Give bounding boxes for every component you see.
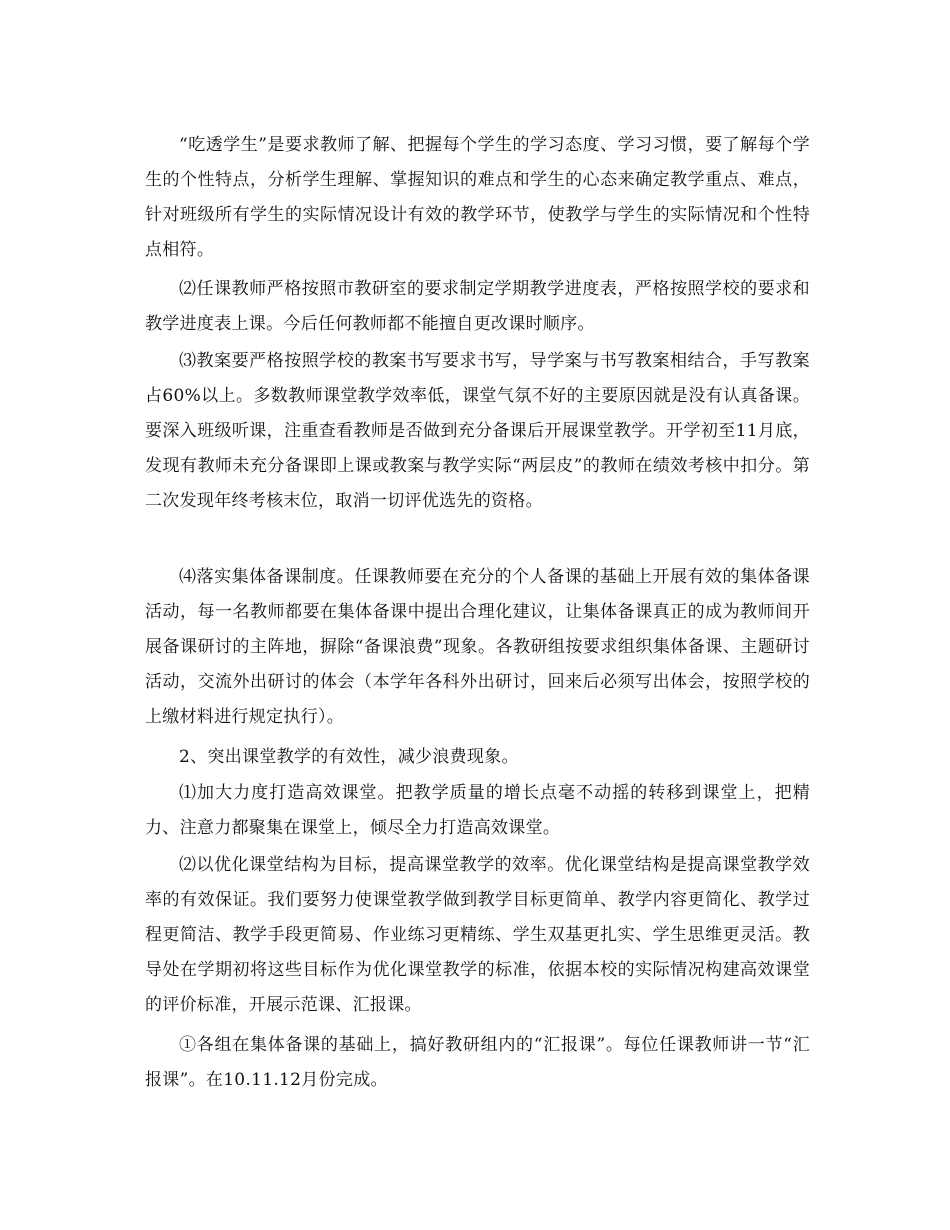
section-heading-classroom-effectiveness: 2、突出课堂教学的有效性，减少浪费现象。 <box>179 747 519 767</box>
paragraph-report-lessons: ①各组在集体备课的基础上，搞好教研组内的“汇报课”。每位任课教师讲一节“汇报课”。在10.11.12月份完成。 <box>145 1035 810 1090</box>
paragraph-lesson-plans: ⑶教案要严格按照学校的教案书写要求书写，导学案与书写教案相结合，手写教案占60%以上。多数教师课堂教学效率低，课堂气氛不好的主要原因就是没有认真备课。要深入班级听课，注重查看教师是否做到充分备课后开展课堂教学。开学初至11月底，发现有教师未充分备课即上课或教案与教学实际“两层皮”的教师在绩效考核中扣分。第二次发现年终考核末位，取消一切评优选先的资格。 <box>145 351 810 511</box>
paragraph-efficient-classroom: ⑴加大力度打造高效课堂。把教学质量的增长点毫不动摇的转移到课堂上，把精力、注意力都聚集在课堂上，倾尽全力打造高效课堂。 <box>145 783 810 838</box>
paragraph-collective-preparation: ⑷落实集体备课制度。任课教师要在充分的个人备课的基础上开展有效的集体备课活动，每一名教师都要在集体备课中提出合理化建议，让集体备课真正的成为教师间开展备课研讨的主阵地，摒除“备课浪费”现象。各教研组按要求组织集体备课、主题研讨活动，交流外出研讨的体会（本学年各科外出研讨，回来后必须写出体会，按照学校的上缴材料进行规定执行）。 <box>145 567 810 727</box>
paragraph-optimize-structure: ⑵以优化课堂结构为目标，提高课堂教学的效率。优化课堂结构是提高课堂教学效率的有效保证。我们要努力使课堂教学做到教学目标更简单、教学内容更简化、教学过程更简洁、教学手段更简易、作业练习更精练、学生双基更扎实、学生思维更灵活。教导处在学期初将这些目标作为优化课堂教学的标准，依据本校的实际情况构建高效课堂的评价标准，开展示范课、汇报课。 <box>145 855 810 1015</box>
paragraph-teaching-schedule: ⑵任课教师严格按照市教研室的要求制定学期教学进度表，严格按照学校的要求和教学进度表上课。今后任何教师都不能擅自更改课时顺序。 <box>145 279 810 334</box>
paragraph-know-students: “吃透学生”是要求教师了解、把握每个学生的学习态度、学习习惯，要了解每个学生的个性特点，分析学生理解、掌握知识的难点和学生的心态来确定教学重点、难点，针对班级所有学生的实际情况设计有效的教学环节，使教学与学生的实际情况和个性特点相符。 <box>145 135 810 260</box>
